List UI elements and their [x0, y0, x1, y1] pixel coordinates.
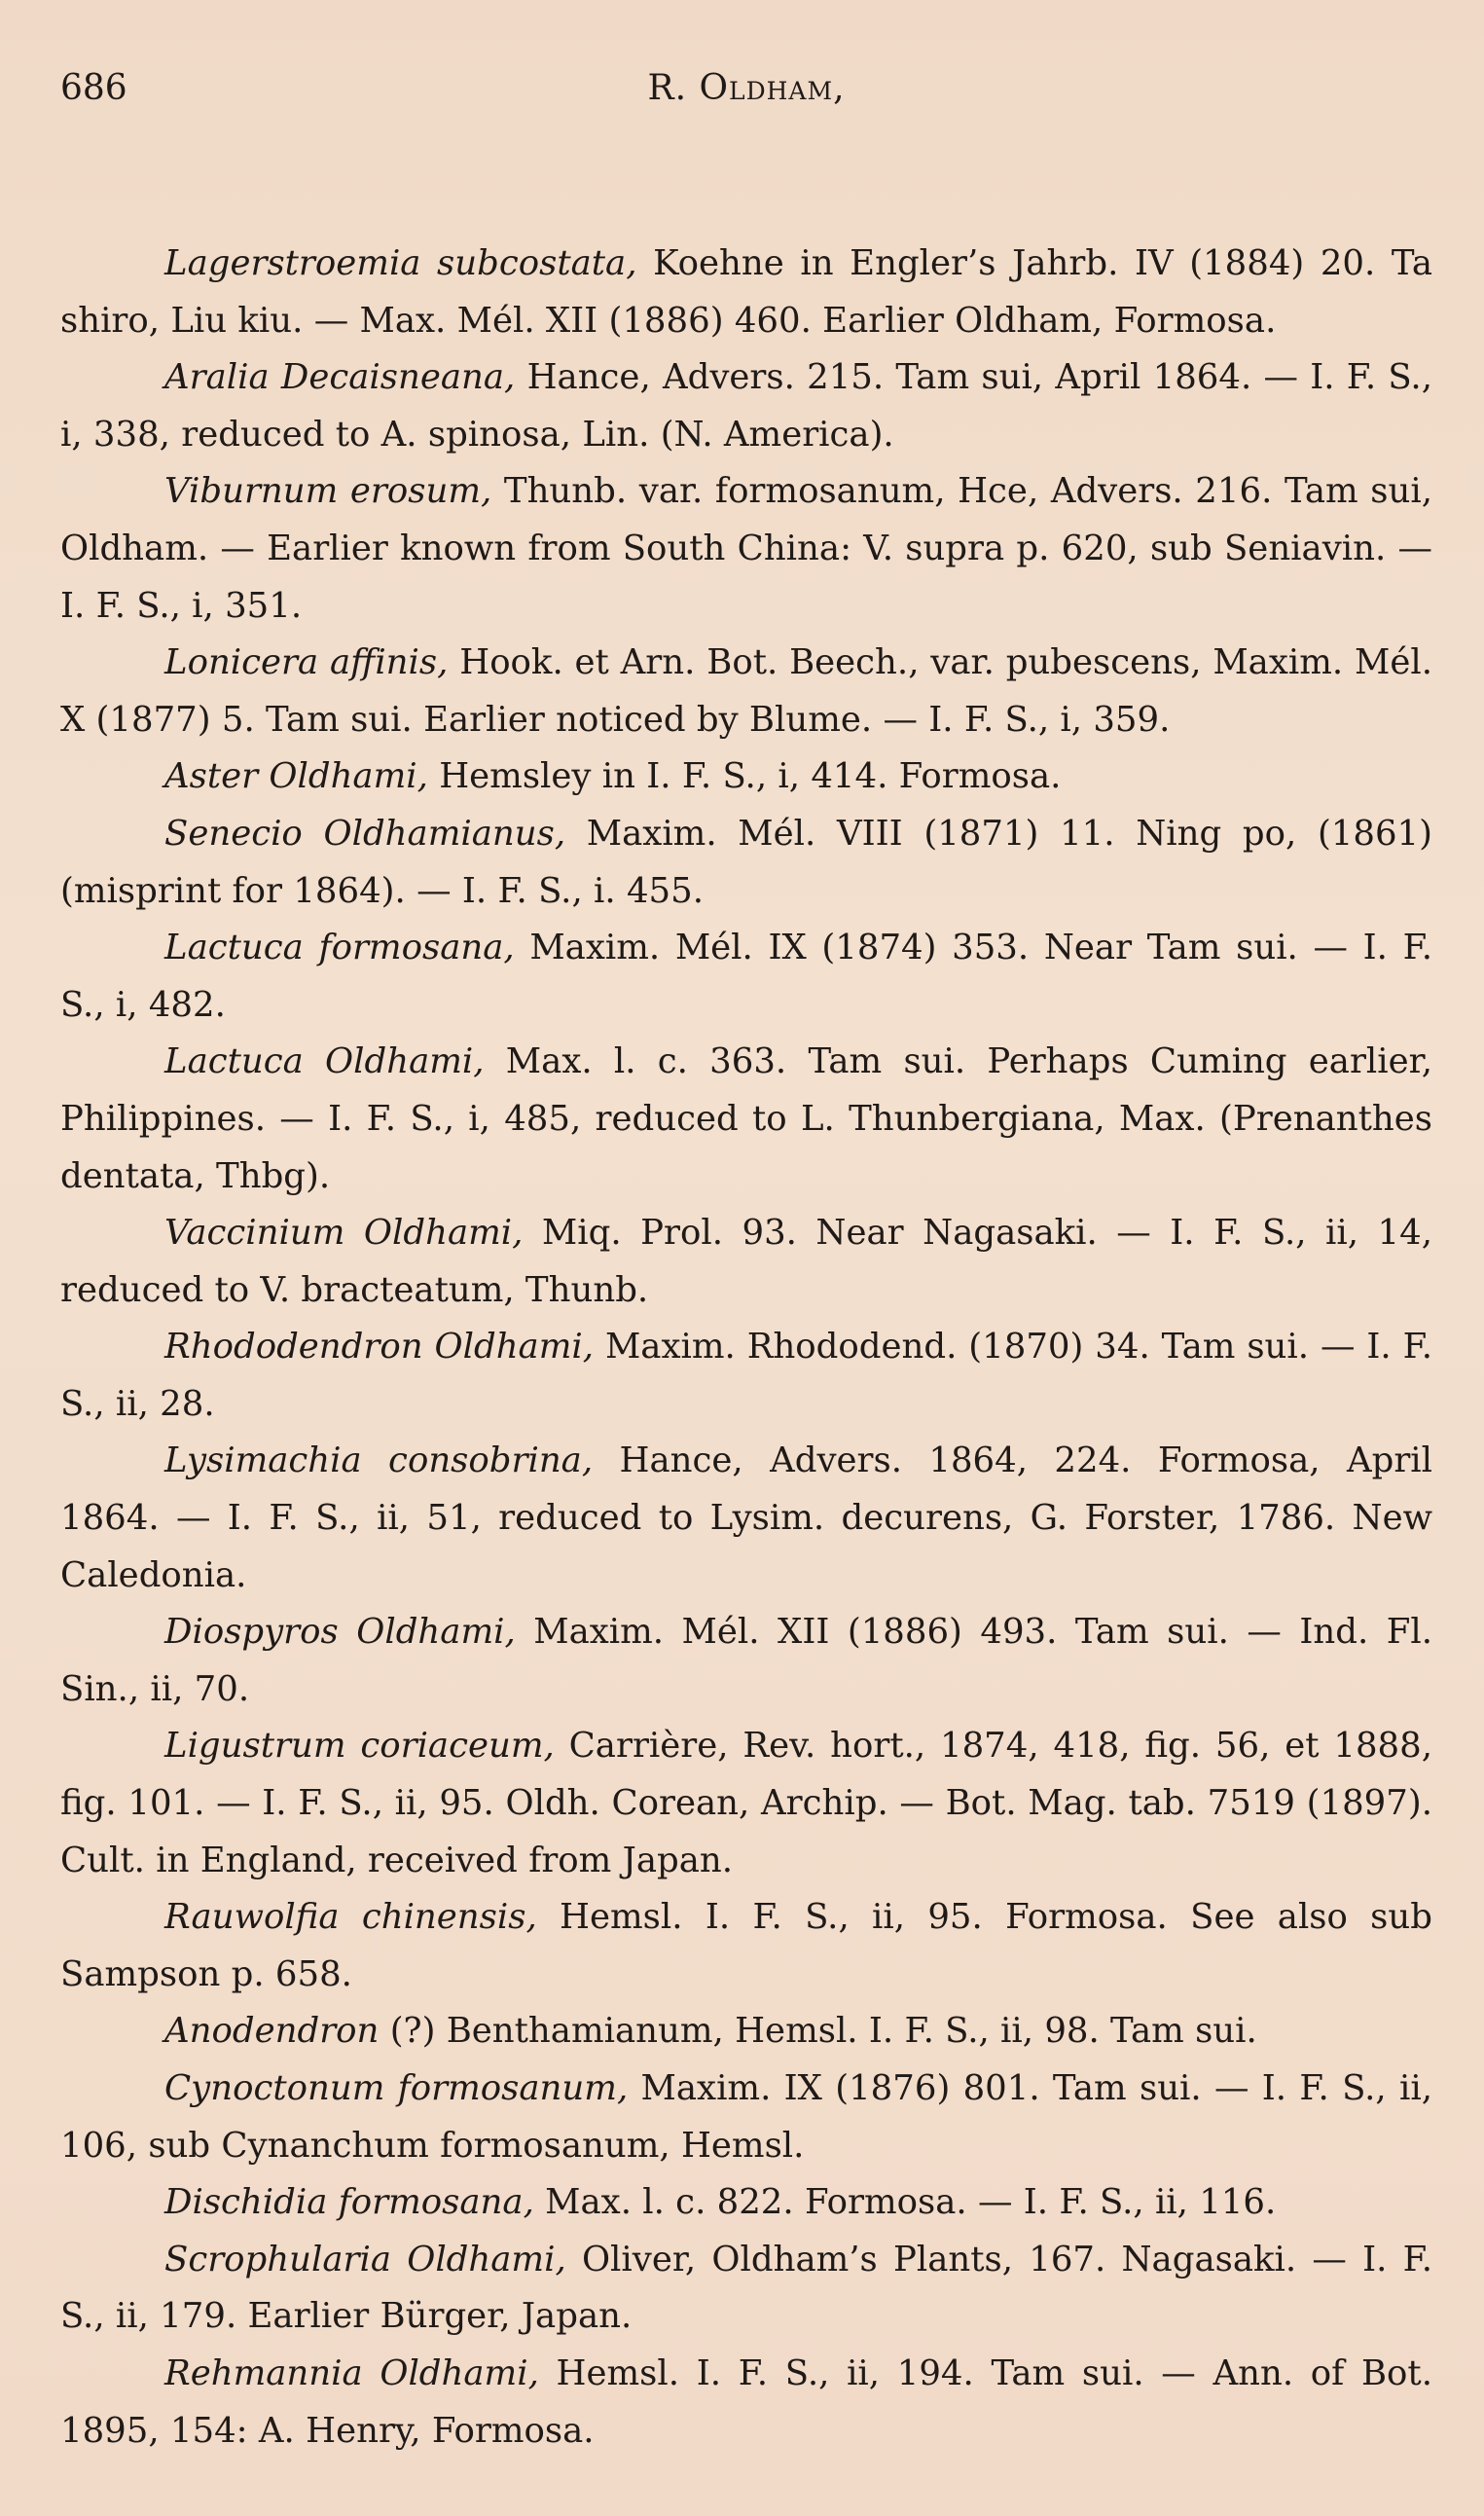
entry: [60, 2003, 1432, 2060]
entry-text: Koehne in Engler’s Jahrb. IV (1884) 20. Ta shiro, Liu kiu. — Max. Mél. XII (1886) 460. Earlier Oldham, Formosa.: [60, 243, 1432, 341]
entry: [60, 2232, 1432, 2346]
entry-text: Max. l. c. 822. Formosa. — I. F. S., ii, 116.: [533, 2182, 1277, 2223]
species-name: Diospyros Oldhami,: [164, 1612, 516, 1653]
species-name: Cynoctonum formosanum,: [164, 2068, 629, 2108]
entry: [60, 463, 1432, 635]
entry-list: [60, 236, 1432, 2460]
entry-text: Hook. et Arn. Bot. Beech., var. pubescens, Maxim. Mél. X (1877) 5. Tam sui. Earlier noticed by Blume. — I. F. S., i, 359.: [60, 642, 1432, 740]
species-name: Viburnum erosum,: [164, 471, 492, 512]
entry-text: Hemsley in I. F. S., i, 414. Formosa.: [427, 756, 1062, 797]
entry: [60, 2174, 1432, 2232]
entry-text: Maxim. IX (1876) 801. Tam sui. — I. F. S., ii, 106, sub Cynanchum formosanum, Hemsl.: [60, 2068, 1432, 2166]
entry-text: Carrière, Rev. hort., 1874, 418, fig. 56, et 1888, fig. 101. — I. F. S., ii, 95. Oldh. Corean, Archip. — Bot. Mag. tab. 7519 (1897). Cult. in England, received from Japan.: [60, 1726, 1432, 1880]
entry: [60, 1319, 1432, 1433]
species-name: Scrophularia Oldhami,: [164, 2239, 566, 2279]
entry-text: Miq. Prol. 93. Near Nagasaki. — I. F. S., ii, 14, reduced to V. bracteatum, Thunb.: [60, 1213, 1432, 1310]
entry-text: Hance, Advers. 1864, 224. Formosa, April 1864. — I. F. S., ii, 51, reduced to Lysim. decurens, G. Forster, 1786. New Caledonia.: [60, 1440, 1432, 1595]
entry-text: Thunb. var. formosanum, Hce, Advers. 216. Tam sui, Oldham. — Earlier known from South China: V. supra p. 620, sub Seniavin. — I. F. S., i, 351.: [60, 471, 1433, 626]
species-name: Aster Oldhami,: [164, 756, 428, 797]
running-title: R. Oldham,: [647, 68, 846, 108]
entry-text: Hemsl. I. F. S., ii, 194. Tam sui. — Ann. of Bot. 1895, 154: A. Henry, Formosa.: [60, 2352, 1432, 2451]
entry-text: (?) Benthamianum, Hemsl. I. F. S., ii, 98. Tam sui.: [379, 2011, 1257, 2052]
species-name: Lysimachia consobrina,: [164, 1440, 594, 1481]
entry: [60, 2346, 1432, 2460]
entry: [60, 806, 1432, 920]
entry-text: Maxim. Mél. XII (1886) 493. Tam sui. — Ind. Fl. Sin., ii, 70.: [60, 1612, 1432, 1709]
species-name: Anodendron: [164, 2011, 380, 2052]
entry-text: Hance, Advers. 215. Tam sui, April 1864. — I. F. S., i, 338, reduced to A. spinosa, Lin. (N. America).: [60, 357, 1432, 455]
entry-text: Maxim. Mél. VIII (1871) 11. Ning po, (1861) (misprint for 1864). — I. F. S., i. 455.: [60, 813, 1432, 911]
entry: [60, 1718, 1432, 1889]
entry: [60, 920, 1432, 1034]
page-number: 686: [60, 68, 127, 108]
species-name: Rhododendron Oldhami,: [164, 1327, 595, 1367]
page-header: [60, 68, 1432, 127]
entry-text: Max. l. c. 363. Tam sui. Perhaps Cuming earlier, Philippines. — I. F. S., i, 485, reduced to L. Thunbergiana, Max. (Prenanthes dentata, Thbg).: [60, 1041, 1432, 1196]
entry: [60, 1433, 1432, 1604]
species-name: Vaccinium Oldhami,: [164, 1213, 524, 1254]
entry: [60, 236, 1432, 349]
entry: [60, 1205, 1432, 1319]
document-page: [60, 68, 1432, 2460]
entry: [60, 2060, 1432, 2174]
species-name: Aralia Decaisneana,: [164, 357, 516, 398]
species-name: Dischidia formosana,: [164, 2182, 534, 2223]
entry-text: Oliver, Oldham’s Plants, 167. Nagasaki. — I. F. S., ii, 179. Earlier Bürger, Japan.: [60, 2239, 1432, 2337]
entry: [60, 349, 1432, 463]
species-name: Ligustrum coriaceum,: [164, 1726, 555, 1767]
entry: [60, 1889, 1432, 2003]
species-name: Lactuca formosana,: [164, 928, 515, 968]
entry-text: Maxim. Mél. IX (1874) 353. Near Tam sui. — I. F. S., i, 482.: [60, 928, 1432, 1025]
species-name: Lagerstroemia subcostata,: [164, 243, 637, 283]
entry: [60, 748, 1432, 806]
species-name: Lactuca Oldhami,: [164, 1041, 485, 1082]
entry-text: Maxim. Rhododend. (1870) 34. Tam sui. — I. F. S., ii, 28.: [60, 1327, 1432, 1424]
entry-text: Hemsl. I. F. S., ii, 95. Formosa. See also sub Sampson p. 658.: [60, 1897, 1432, 1994]
species-name: Rehmannia Oldhami,: [164, 2352, 539, 2393]
entry: [60, 1604, 1432, 1718]
species-name: Lonicera affinis,: [164, 642, 449, 683]
species-name: Senecio Oldhamianus,: [164, 813, 566, 854]
species-name: Rauwolfia chinensis,: [164, 1897, 537, 1938]
entry: [60, 635, 1432, 748]
entry: [60, 1034, 1432, 1205]
